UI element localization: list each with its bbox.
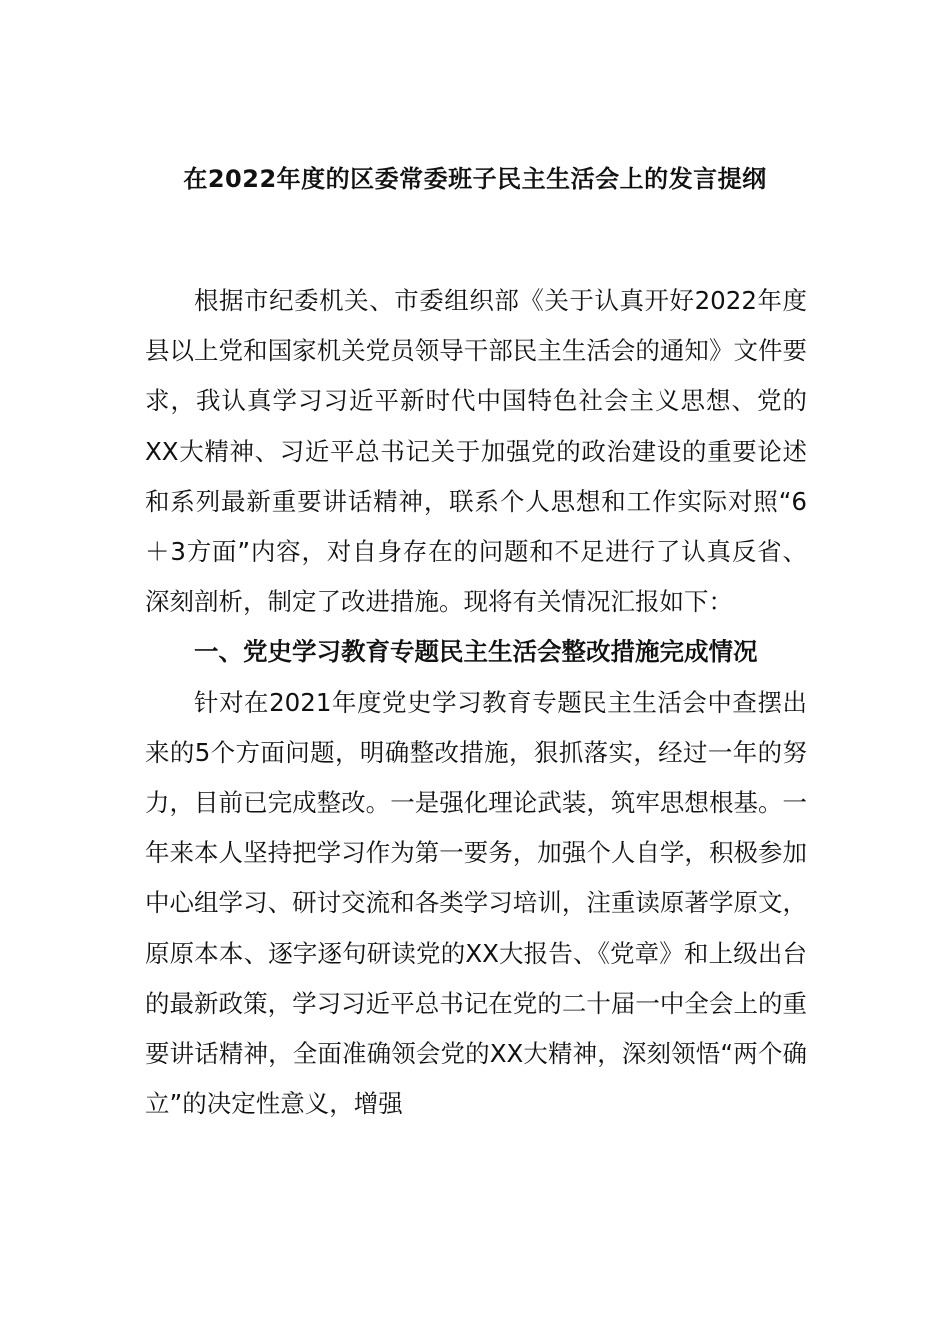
document-title: 在2022年度的区委常委班子民主生活会上的发言提纲	[183, 165, 767, 193]
document-body	[145, 276, 807, 1129]
section-heading-1: 一、党史学习教育专题民主生活会整改措施完成情况	[194, 637, 758, 667]
section-1-paragraph: 针对在2021年度党史学习教育专题民主生活会中查摆出来的5个方面问题，明确整改措施，狠抓落实，经过一年的努力，目前已完成整改。一是强化理论武装，筑牢思想根基。一年来本人坚持把学习作为第一要务，加强个人自学，积极参加中心组学习、研讨交流和各类学习培训，注重读原著学原文，原原本本、逐字逐句研读党的XX大报告、《党章》和上级出台的最新政策，学习习近平总书记在党的二十届一中全会上的重要讲话精神，全面准确领会党的XX大精神，深刻领悟“两个确立”的决定性意义，增强	[145, 687, 807, 1119]
intro-paragraph: 根据市纪委机关、市委组织部《关于认真开好2022年度县以上党和国家机关党员领导干部民主生活会的通知》文件要求，我认真学习习近平新时代中国特色社会主义思想、党的XX大精神、习近平总书记关于加强党的政治建设的重要论述和系列最新重要讲话精神，联系个人思想和工作实际对照“6＋3方面”内容，对自身存在的问题和不足进行了认真反省、深刻剖析，制定了改进措施。现将有关情况汇报如下：	[145, 286, 807, 617]
